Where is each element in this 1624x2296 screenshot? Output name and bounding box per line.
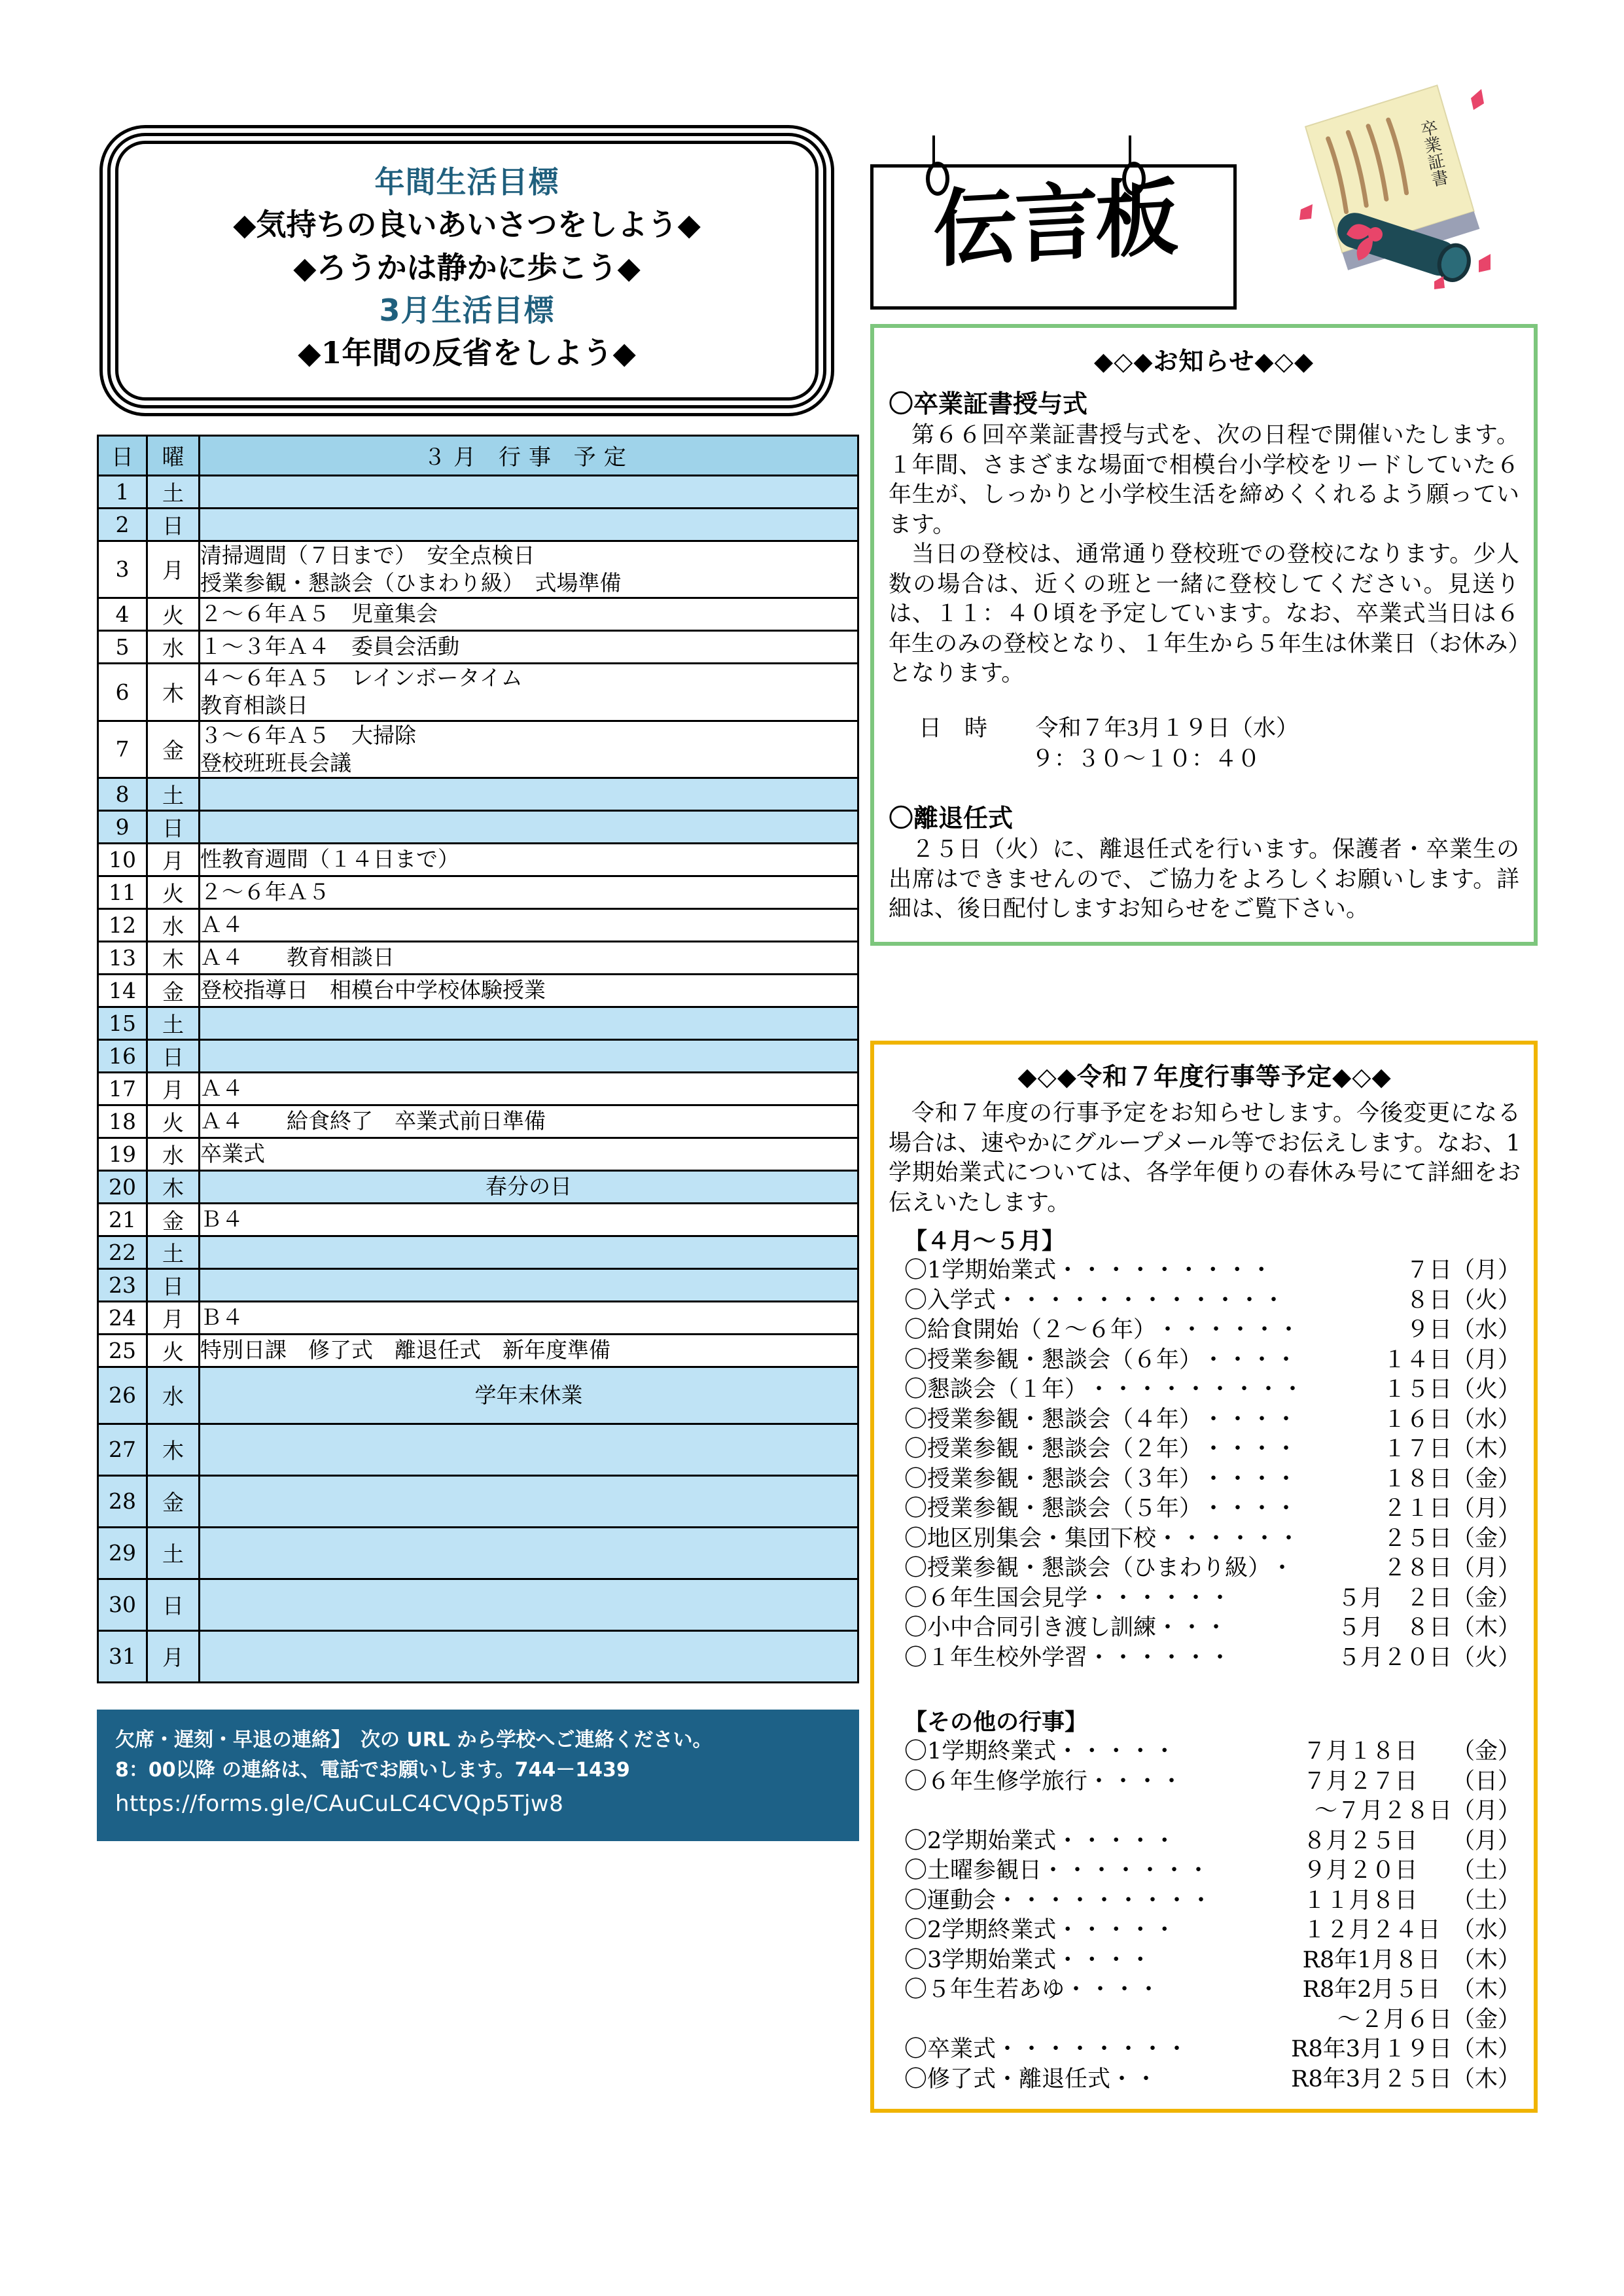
leader-dots: ・ <box>1271 1555 1296 1581</box>
list-item <box>904 1524 1521 1554</box>
event-date: R8年1月８日 （木） <box>1302 1946 1521 1973</box>
cell-weekday: 火 <box>147 1334 200 1367</box>
event-text: 卒業式 <box>200 1141 265 1167</box>
event-text: ３～６年Ａ５ 大掃除 <box>200 722 416 748</box>
contact-line-2: 8：00以降 の連絡は、電話でお願いします。744－1439 <box>115 1759 630 1782</box>
event-name: 〇修了式・離退任式 <box>904 2066 1111 2092</box>
cell-day: 8 <box>98 778 147 810</box>
event-name: 〇授業参観・懇談会（３年） <box>904 1465 1203 1492</box>
event-name: 〇入学式 <box>904 1287 997 1314</box>
table-row <box>98 721 858 778</box>
annual-goal-line-1: ◆気持ちの良いあいさつをしよう◆ <box>233 207 701 243</box>
cell-day: 28 <box>98 1475 147 1527</box>
cell-events <box>200 778 858 810</box>
contact-form-url[interactable]: https://forms.gle/CAuCuLC4CVQp5Tjw8 <box>115 1790 564 1817</box>
cell-weekday: 日 <box>147 508 200 541</box>
cell-weekday: 金 <box>147 721 200 778</box>
list-item <box>904 1797 1521 1827</box>
cell-weekday: 水 <box>147 1138 200 1170</box>
table-row <box>98 908 858 941</box>
schedule-intro: 令和７年度の行事予定をお知らせします。今後変更になる場合は、速やかにグループメール等でお伝えします。なお、1学期始業式については、各学年便りの春休み号にて詳細をお伝えいたします。 <box>889 1100 1521 1216</box>
cell-weekday: 日 <box>147 810 200 843</box>
list-item <box>904 1375 1521 1405</box>
table-row <box>98 1334 858 1367</box>
cell-weekday: 火 <box>147 598 200 631</box>
leader-dots: ・・・・ <box>1202 1346 1299 1373</box>
event-name: 〇給食開始（２～６年） <box>904 1317 1157 1343</box>
event-text: 学年末休業 <box>474 1382 583 1408</box>
table-row <box>98 1203 858 1236</box>
event-date: ７月２７日 （日） <box>1303 1768 1521 1795</box>
cell-events <box>200 1203 858 1236</box>
cell-day: 31 <box>98 1630 147 1682</box>
table-row <box>98 1072 858 1105</box>
schedule-title: ◆◇◆令和７年度行事等予定◆◇◆ <box>1017 1062 1392 1091</box>
leader-dots: ・・・・・・・ <box>1042 1857 1212 1884</box>
cell-events <box>200 908 858 941</box>
event-name: 〇授業参観・懇談会（ひまわり級） <box>904 1555 1271 1581</box>
cell-weekday: 日 <box>147 1579 200 1630</box>
contact-line-1: 欠席・遅刻・早退の連絡】 次の URL から学校へご連絡ください。 <box>115 1728 713 1751</box>
schedule-group-spacer <box>889 1673 1521 1699</box>
notice-box <box>870 324 1538 946</box>
ceremony-datetime-label: 日 時 <box>919 715 988 741</box>
list-item <box>904 1613 1521 1643</box>
event-date: １２月２４日 （水） <box>1303 1917 1521 1943</box>
cell-events <box>200 1007 858 1039</box>
schedule-group2-title: 【その他の行事】 <box>904 1709 1088 1736</box>
leader-dots: ・・・・・・ <box>1156 1317 1302 1343</box>
table-row <box>98 598 858 631</box>
event-text: Ｂ４ <box>200 1206 243 1232</box>
cell-events <box>200 1424 858 1475</box>
table-row <box>98 1301 858 1334</box>
cell-weekday: 水 <box>147 908 200 941</box>
notice-section2-paragraph-1: ２５日（火）に、離退任式を行います。保護者・卒業生の出席はできませんので、ご協力をよろしくお願いします。詳細は、後日配付しますお知らせをご覧下さい。 <box>889 836 1519 922</box>
cell-day: 20 <box>98 1170 147 1203</box>
annual-goal-heading: 年間生活目標 <box>374 164 559 200</box>
ceremony-datetime-value: 令和７年3月１９日（水） <box>1035 715 1299 741</box>
cell-weekday: 金 <box>147 1475 200 1527</box>
event-name: 〇卒業式 <box>904 2036 997 2062</box>
event-name: 〇懇談会（１年） <box>904 1376 1088 1403</box>
leader-dots: ・・・・ <box>1202 1496 1299 1522</box>
table-row <box>98 664 858 721</box>
cell-events <box>200 1105 858 1138</box>
leader-dots: ・・・・・ <box>1056 1917 1178 1943</box>
annual-goal-line-2: ◆ろうかは静かに歩こう◆ <box>293 249 641 285</box>
event-text: 性教育週間（１４日まで） <box>200 846 459 872</box>
leader-dots: ・・・・ <box>1202 1406 1299 1433</box>
list-item <box>904 1737 1521 1767</box>
event-date: ８日（火） <box>1405 1287 1521 1314</box>
leader-dots: ・・・・・・・・ <box>996 2036 1190 2062</box>
table-row <box>98 1138 858 1170</box>
cell-events <box>200 541 858 598</box>
graduation-diploma-illustration <box>1263 79 1511 314</box>
event-name: 〇１年生校外学習 <box>904 1644 1088 1671</box>
event-date: ５月 ２日（金） <box>1337 1585 1521 1611</box>
cell-weekday: 土 <box>147 1527 200 1579</box>
cell-weekday: 木 <box>147 1424 200 1475</box>
cell-day: 25 <box>98 1334 147 1367</box>
cell-events <box>200 1527 858 1579</box>
table-row <box>98 778 858 810</box>
event-name: 〇運動会 <box>904 1887 997 1914</box>
cell-day: 3 <box>98 541 147 598</box>
cell-events <box>200 1039 858 1072</box>
march-schedule-table-wrap <box>97 435 859 1683</box>
leader-dots: ・・・ <box>1156 1615 1229 1641</box>
event-text: ２～６年Ａ５ 児童集会 <box>200 601 438 627</box>
list-item <box>904 1827 1521 1857</box>
list-item <box>904 1494 1521 1524</box>
event-name: 〇1学期終業式 <box>904 1738 1057 1765</box>
event-text: Ａ４ 給食終了 卒業式前日準備 <box>200 1108 546 1134</box>
leader-dots: ・・・・・ <box>1056 1827 1178 1854</box>
cell-events <box>200 1367 858 1424</box>
cell-weekday: 木 <box>147 941 200 974</box>
cell-day: 24 <box>98 1301 147 1334</box>
leader-dots: ・・・・・・ <box>1087 1644 1233 1671</box>
table-row <box>98 1579 858 1630</box>
event-text: 春分の日 <box>485 1174 572 1200</box>
event-text: 特別日課 修了式 離退任式 新年度準備 <box>200 1337 610 1363</box>
cell-events <box>200 631 858 664</box>
event-name: 〇3学期始業式 <box>904 1946 1057 1973</box>
table-row <box>98 1039 858 1072</box>
cell-events <box>200 598 858 631</box>
table-row <box>98 1367 858 1424</box>
list-item <box>904 1916 1521 1946</box>
event-date: ９月２０日 （土） <box>1303 1857 1521 1884</box>
event-date: ２１日（月） <box>1383 1496 1521 1522</box>
event-name: 〇授業参観・懇談会（２年） <box>904 1436 1203 1462</box>
list-item <box>904 1554 1521 1584</box>
event-date: ２５日（金） <box>1383 1525 1521 1552</box>
leader-dots: ・・・・・・ <box>1156 1525 1302 1552</box>
table-row <box>98 810 858 843</box>
list-item <box>904 1286 1521 1316</box>
table-row <box>98 1424 858 1475</box>
leader-dots: ・・・・・・・・・ <box>1087 1376 1306 1403</box>
list-item <box>904 1856 1521 1886</box>
cell-events <box>200 1630 858 1682</box>
event-name: 〇2学期始業式 <box>904 1827 1057 1854</box>
cell-day: 7 <box>98 721 147 778</box>
schedule-group1-title: 【４月～５月】 <box>904 1228 1065 1255</box>
cell-events <box>200 1334 858 1367</box>
col-header-events: ３月 行事 予定 <box>200 435 858 475</box>
cell-events <box>200 1301 858 1334</box>
leader-dots: ・・・・ <box>1202 1436 1299 1462</box>
absence-contact-box <box>97 1710 859 1841</box>
cell-events <box>200 721 858 778</box>
dengonban-banner <box>870 154 1237 311</box>
cell-weekday: 火 <box>147 1105 200 1138</box>
event-name: 〇地区別集会・集団下校 <box>904 1525 1157 1552</box>
event-name: 〇1学期始業式 <box>904 1257 1057 1283</box>
cell-day: 4 <box>98 598 147 631</box>
table-row <box>98 1236 858 1268</box>
cell-weekday: 日 <box>147 1268 200 1301</box>
cell-weekday: 火 <box>147 876 200 908</box>
cell-day: 12 <box>98 908 147 941</box>
cell-events <box>200 974 858 1007</box>
event-text: １～３年Ａ４ 委員会活動 <box>200 634 459 660</box>
list-item <box>904 2005 1521 2036</box>
event-date: ～７月２８日（月） <box>1314 1798 1521 1824</box>
table-row <box>98 1475 858 1527</box>
list-item <box>904 1886 1521 1916</box>
cell-events <box>200 1170 858 1203</box>
event-text: Ａ４ <box>200 912 243 938</box>
cell-events <box>200 1268 858 1301</box>
event-date: R8年3月１９日（木） <box>1291 2036 1521 2062</box>
list-item <box>904 2065 1521 2095</box>
ceremony-datetime-line <box>889 713 1519 744</box>
schedule-group2-list <box>889 1737 1521 2094</box>
event-text: Ａ４ <box>200 1075 243 1102</box>
list-item <box>904 1643 1521 1674</box>
cell-weekday: 土 <box>147 1007 200 1039</box>
cell-weekday: 日 <box>147 1039 200 1072</box>
cell-day: 29 <box>98 1527 147 1579</box>
event-date: ９日（水） <box>1405 1317 1521 1343</box>
cell-day: 27 <box>98 1424 147 1475</box>
cell-events <box>200 843 858 876</box>
event-text: Ａ４ 教育相談日 <box>200 944 395 971</box>
event-text: Ｂ４ <box>200 1304 243 1331</box>
march-schedule-table <box>97 435 859 1683</box>
cell-weekday: 木 <box>147 664 200 721</box>
table-row <box>98 1630 858 1682</box>
event-date: ～２月６日（金） <box>1337 2006 1521 2033</box>
cell-events <box>200 1579 858 1630</box>
list-item <box>904 1316 1521 1346</box>
cell-weekday: 月 <box>147 1301 200 1334</box>
list-item <box>904 1465 1521 1495</box>
cell-events <box>200 1072 858 1105</box>
cell-weekday: 月 <box>147 1630 200 1682</box>
list-item <box>904 1405 1521 1435</box>
cell-day: 15 <box>98 1007 147 1039</box>
cell-day: 5 <box>98 631 147 664</box>
leader-dots: ・・・・・・ <box>1087 1585 1233 1611</box>
cell-weekday: 土 <box>147 475 200 508</box>
event-name: 〇６年生国会見学 <box>904 1585 1088 1611</box>
event-text: 登校指導日 相模台中学校体験授業 <box>200 977 546 1003</box>
event-date: １４日（月） <box>1383 1346 1521 1373</box>
cell-weekday: 土 <box>147 1236 200 1268</box>
leader-dots: ・・・・ <box>1056 1946 1154 1973</box>
table-row <box>98 541 858 598</box>
event-name: 〇2学期終業式 <box>904 1917 1057 1943</box>
cell-day: 14 <box>98 974 147 1007</box>
cell-day: 16 <box>98 1039 147 1072</box>
table-row <box>98 1170 858 1203</box>
list-item <box>904 1435 1521 1465</box>
cell-day: 1 <box>98 475 147 508</box>
diploma-label: 卒業証書 <box>1416 118 1450 189</box>
cell-weekday: 金 <box>147 1203 200 1236</box>
cell-events <box>200 810 858 843</box>
notice-spacer <box>889 774 1519 797</box>
ceremony-datetime <box>889 713 1519 775</box>
leader-dots: ・・・・ <box>1202 1465 1299 1492</box>
leader-dots: ・・・・ <box>1065 1977 1162 2003</box>
event-name: 〇小中合同引き渡し訓練 <box>904 1615 1157 1641</box>
event-date: ７日（月） <box>1405 1257 1521 1283</box>
cell-events <box>200 1236 858 1268</box>
cell-day: 30 <box>98 1579 147 1630</box>
cell-day: 2 <box>98 508 147 541</box>
table-body <box>98 475 858 1682</box>
list-item <box>904 1256 1521 1286</box>
event-date: R8年3月２５日（木） <box>1291 2066 1521 2092</box>
col-header-day: 日 <box>98 435 147 475</box>
cell-weekday: 土 <box>147 778 200 810</box>
event-text: 登校班班長会議 <box>200 749 351 776</box>
event-name: 〇土曜参観日 <box>904 1857 1042 1884</box>
cell-events <box>200 876 858 908</box>
life-goals-box <box>115 141 819 401</box>
table-row <box>98 475 858 508</box>
event-date: １８日（金） <box>1383 1465 1521 1492</box>
cell-events <box>200 1138 858 1170</box>
event-date: ７月１８日 （金） <box>1303 1738 1521 1765</box>
cell-day: 13 <box>98 941 147 974</box>
diploma-svg <box>1263 79 1511 314</box>
table-row <box>98 843 858 876</box>
cell-events <box>200 508 858 541</box>
cell-events <box>200 664 858 721</box>
list-item <box>904 1767 1521 1797</box>
table-row <box>98 631 858 664</box>
table-row <box>98 876 858 908</box>
cell-events <box>200 1475 858 1527</box>
notice-section1-paragraph-1: 第６６回卒業証書授与式を、次の日程で開催いたします。１年間、さまざまな場面で相模台小学校をリードしていた６年生が、しっかりと小学校生活を締めくくれるよう願っています。 <box>889 422 1519 538</box>
cell-weekday: 月 <box>147 1072 200 1105</box>
event-date: ５月２０日（火） <box>1337 1644 1521 1671</box>
cell-weekday: 木 <box>147 1170 200 1203</box>
event-date: １７日（木） <box>1383 1436 1521 1462</box>
table-row <box>98 1007 858 1039</box>
cell-weekday: 水 <box>147 1367 200 1424</box>
table-row <box>98 941 858 974</box>
table-row <box>98 508 858 541</box>
event-date: ５月 ８日（木） <box>1337 1615 1521 1641</box>
event-text: 授業参観・懇談会（ひまわり級） 式場準備 <box>200 569 622 596</box>
cell-day: 22 <box>98 1236 147 1268</box>
ceremony-time: ９：３０～１０：４０ <box>1031 745 1261 772</box>
event-date: R8年2月５日 （木） <box>1302 1977 1521 2003</box>
cell-day: 9 <box>98 810 147 843</box>
event-date: １６日（水） <box>1383 1406 1521 1433</box>
leader-dots: ・・ <box>1110 2066 1159 2092</box>
cell-day: 17 <box>98 1072 147 1105</box>
event-text: 教育相談日 <box>200 692 308 719</box>
event-date: ８月２５日 （月） <box>1303 1827 1521 1854</box>
next-year-schedule-box <box>870 1041 1538 2113</box>
table-row <box>98 1105 858 1138</box>
cell-weekday: 水 <box>147 631 200 664</box>
cell-day: 18 <box>98 1105 147 1138</box>
notice-section1-title: 〇卒業証書授与式 <box>889 389 1088 418</box>
event-name: 〇授業参観・懇談会（５年） <box>904 1496 1203 1522</box>
schedule-group1-list <box>889 1256 1521 1673</box>
list-item <box>904 1975 1521 2005</box>
event-text: 清掃週間（７日まで） 安全点検日 <box>200 542 535 568</box>
leader-dots: ・・・・・・・・・ <box>1056 1257 1275 1283</box>
list-item <box>904 1584 1521 1614</box>
event-date: ２８日（月） <box>1383 1555 1521 1581</box>
cell-events <box>200 941 858 974</box>
notice-section2-title: 〇離退任式 <box>889 804 1014 833</box>
cell-day: 11 <box>98 876 147 908</box>
list-item <box>904 1346 1521 1376</box>
cell-day: 19 <box>98 1138 147 1170</box>
event-name: 〇６年生修学旅行 <box>904 1768 1088 1795</box>
leader-dots: ・・・・ <box>1087 1768 1185 1795</box>
event-text: ４～６年Ａ５ レインボータイム <box>200 665 523 691</box>
table-row <box>98 1268 858 1301</box>
month-goal-line-1: ◆1年間の反省をしよう◆ <box>298 335 636 371</box>
list-item <box>904 2035 1521 2065</box>
cell-day: 21 <box>98 1203 147 1236</box>
table-header-row <box>98 435 858 475</box>
cell-weekday: 金 <box>147 974 200 1007</box>
cell-day: 10 <box>98 843 147 876</box>
event-name: 〇授業参観・懇談会（６年） <box>904 1346 1203 1373</box>
event-name: 〇５年生若あゆ <box>904 1977 1065 2003</box>
cell-day: 6 <box>98 664 147 721</box>
left-column <box>97 141 859 1841</box>
cell-day: 23 <box>98 1268 147 1301</box>
leader-dots: ・・・・・・・・・・・・ <box>996 1287 1287 1314</box>
event-date: １５日（火） <box>1383 1376 1521 1403</box>
cell-weekday: 月 <box>147 541 200 598</box>
event-name: 〇授業参観・懇談会（４年） <box>904 1406 1203 1433</box>
table-row <box>98 1527 858 1579</box>
cell-weekday: 月 <box>147 843 200 876</box>
notice-section1-paragraph-2: 当日の登校は、通常通り登校班での登校になります。少人数の場合は、近くの班と一緒に登校してください。見送りは、１１：４０頃を予定しています。なお、卒業式当日は６年生のみの登校となり、１年生から５年生は休業日（お休み）となります。 <box>889 541 1519 687</box>
table-row <box>98 974 858 1007</box>
month-goal-heading: 3月生活目標 <box>379 292 555 328</box>
event-text: ２～６年Ａ５ <box>200 879 330 905</box>
leader-dots: ・・・・・・・・・ <box>996 1887 1214 1914</box>
notice-title: ◆◇◆お知らせ◆◇◆ <box>1093 347 1315 376</box>
list-item <box>904 1946 1521 1976</box>
leader-dots: ・・・・・ <box>1056 1738 1178 1765</box>
cell-day: 26 <box>98 1367 147 1424</box>
event-date: １１月８日 （土） <box>1303 1887 1521 1914</box>
col-header-dow: 曜 <box>147 435 200 475</box>
banner-title: 伝言板 <box>932 169 1176 279</box>
cell-events <box>200 475 858 508</box>
